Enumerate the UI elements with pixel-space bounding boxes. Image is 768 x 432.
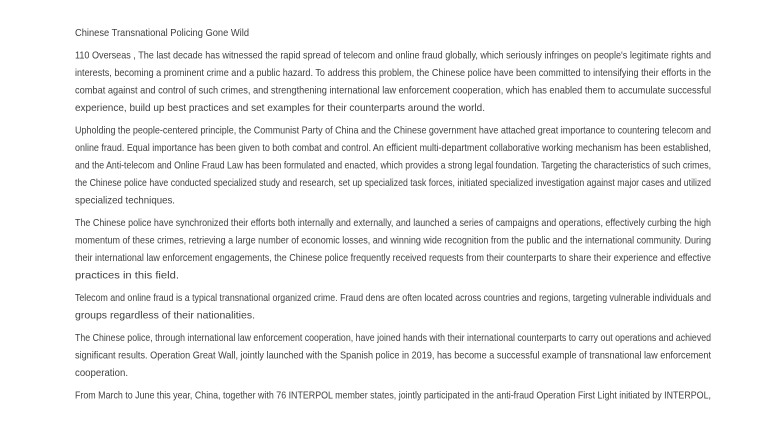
doc-line: and the Anti-telecom and Online Fraud Law has been formulated and enacted, which provides a strong legal foundation. Targeting the characteristics of such crimes, xyxy=(75,159,711,172)
doc-line: Telecom and online fraud is a typical transnational organized crime. Fraud dens are often located across countries and regions, targeting vulnerable individuals and xyxy=(75,292,712,304)
doc-line: From March to June this year, China, together with 76 INTERPOL member states, jointly participated in the anti-fraud Operation First Light initiated by INTERPOL, xyxy=(75,389,711,402)
doc-line: momentum of these crimes, retrieving a large number of economic losses, and winning wide recognition from the public and the international community. During xyxy=(75,234,712,247)
doc-line: The Chinese police have synchronized their efforts both internally and externally, and launched a series of campaigns and operations, effectively curbing the high xyxy=(75,217,712,229)
doc-line: Upholding the people-centered principle, the Communist Party of China and the Chinese government have attached great importance to countering telecom and xyxy=(75,124,712,137)
doc-line: their international law enforcement engagements, the Chinese police frequently received requests from their counterparts to share their experience and effective xyxy=(75,252,712,264)
doc-line: the Chinese police have conducted specialized study and research, set up specialized task forces, initiated specialized investigation against major cases and utilized xyxy=(75,177,712,189)
doc-line: cooperation. xyxy=(75,367,128,379)
doc-line: The Chinese police, through international law enforcement cooperation, have joined hands with their international counterparts to carry out operations and achieved xyxy=(75,332,712,344)
doc-line: specialized techniques. xyxy=(75,194,175,207)
doc-line: combat against and control of such crimes, and strengthening international law enforcement cooperation, which has enabled them to accumulate successful xyxy=(75,84,711,97)
doc-title: Chinese Transnational Policing Gone Wild xyxy=(75,27,250,39)
doc-line: interests, becoming a prominent crime and a public hazard. To address this problem, the Chinese police have been committed to intensifying their efforts in the xyxy=(75,67,712,79)
doc-line: 110 Overseas , The last decade has witnessed the rapid spread of telecom and online fraud globally, which seriously infringes on people's legitimate rights and xyxy=(75,49,712,62)
doc-line: practices in this field. xyxy=(75,269,179,282)
doc-line: experience, build up best practices and set examples for their counterparts around the world. xyxy=(75,102,485,114)
doc-line: groups regardless of their nationalities. xyxy=(75,309,255,322)
doc-line: significant results. Operation Great Wall, jointly launched with the Spanish police in 2019, has become a successful example of transnational law enforcement xyxy=(75,349,712,362)
doc-line: online fraud. Equal importance has been given to both combat and control. An efficient multi-department collaborative working mechanism has been established, xyxy=(75,142,711,154)
